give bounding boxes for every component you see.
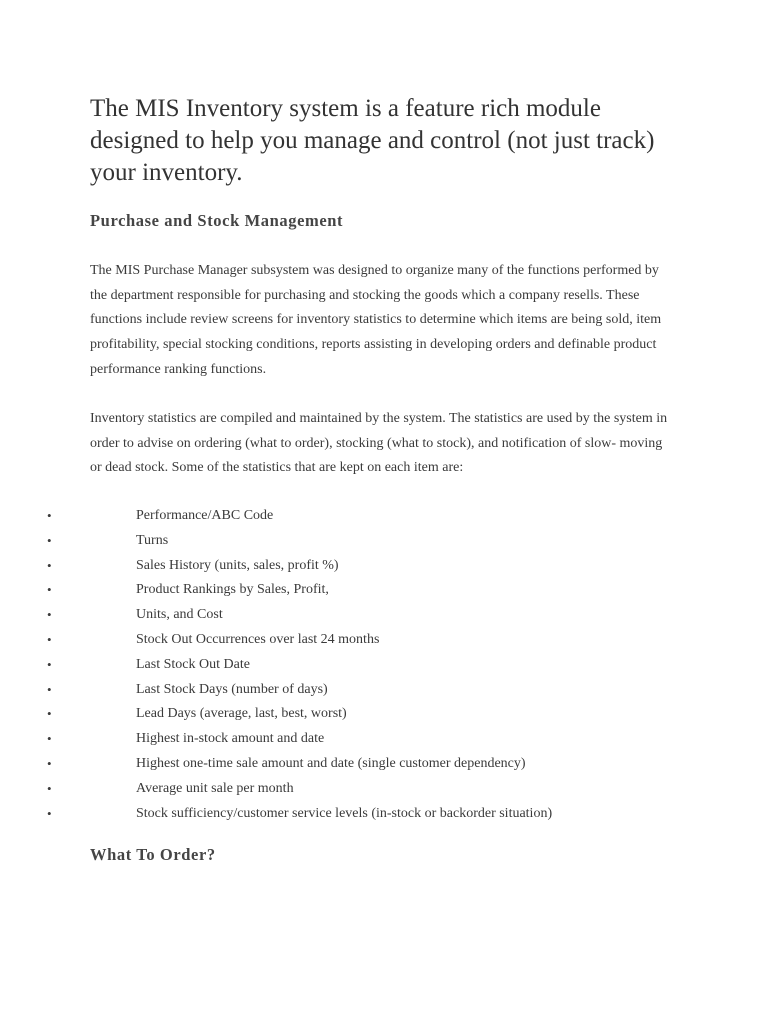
- bullet-icon: •: [47, 557, 52, 573]
- statistics-list-item: [0, 678, 768, 703]
- bullet-icon: •: [47, 607, 52, 623]
- statistics-item-label: Lead Days (average, last, best, worst): [136, 706, 347, 722]
- bullet-icon: •: [47, 805, 52, 821]
- bullet-icon: •: [47, 532, 52, 548]
- statistics-item-label: Units, and Cost: [136, 607, 223, 623]
- purchase-manager-paragraph: The MIS Purchase Manager subsystem was designed to organize many of the functions performed by the department responsible for purchasing and stocking the goods which a company resells. These functions include review screens for inventory statistics to determine which items are being sold, item profitability, special stocking conditions, reports assisting in developing orders and definable product performance ranking functions.: [90, 263, 662, 377]
- inventory-statistics-paragraph: Inventory statistics are compiled and maintained by the system. The statistics are used by the system in order to advise on ordering (what to order), stocking (what to stock), and notification of slow- moving or dead stock. Some of the statistics that are kept on each item are:: [90, 411, 668, 476]
- statistics-item-label: Performance/ABC Code: [136, 508, 274, 523]
- statistics-list-item: [0, 727, 768, 752]
- bullet-icon: •: [47, 681, 52, 697]
- bullet-icon: •: [47, 706, 52, 722]
- intro-statement: The MIS Inventory system is a feature rich module designed to help you manage and control (not just track) your inventory.: [90, 95, 655, 186]
- statistics-list-item: [0, 554, 768, 579]
- statistics-item-label: Highest one-time sale amount and date (single customer dependency): [136, 755, 526, 771]
- statistics-list: [0, 504, 768, 826]
- statistics-list-item: [0, 653, 768, 678]
- statistics-list-item: [0, 529, 768, 554]
- statistics-item-label: Turns: [136, 532, 169, 548]
- bullet-icon: •: [47, 780, 52, 796]
- statistics-item-label: Stock Out Occurrences over last 24 months: [136, 631, 380, 647]
- bullet-icon: •: [47, 755, 52, 771]
- statistics-list-item: [0, 777, 768, 802]
- statistics-list-item: [0, 628, 768, 653]
- statistics-list-item: [0, 802, 768, 827]
- section-heading-what-to-order: What To Order?: [90, 845, 216, 864]
- statistics-list-item: [0, 504, 768, 529]
- bullet-icon: •: [47, 731, 52, 747]
- bullet-icon: •: [47, 631, 52, 647]
- statistics-list-item: [0, 702, 768, 727]
- statistics-item-label: Last Stock Out Date: [136, 656, 250, 672]
- section-heading-purchase-stock: Purchase and Stock Management: [90, 211, 344, 230]
- statistics-item-label: Sales History (units, sales, profit %): [136, 557, 339, 573]
- statistics-item-label: Stock sufficiency/customer service levels (in-stock or backorder situation): [136, 805, 553, 821]
- bullet-icon: •: [47, 582, 52, 598]
- bullet-icon: •: [47, 508, 52, 523]
- statistics-list-item: [0, 578, 768, 603]
- statistics-list-item: [0, 603, 768, 628]
- statistics-list-item: [0, 752, 768, 777]
- statistics-item-label: Product Rankings by Sales, Profit,: [136, 582, 329, 598]
- statistics-item-label: Last Stock Days (number of days): [136, 681, 328, 697]
- statistics-item-label: Average unit sale per month: [136, 780, 294, 796]
- statistics-item-label: Highest in-stock amount and date: [136, 731, 325, 747]
- bullet-icon: •: [47, 656, 52, 672]
